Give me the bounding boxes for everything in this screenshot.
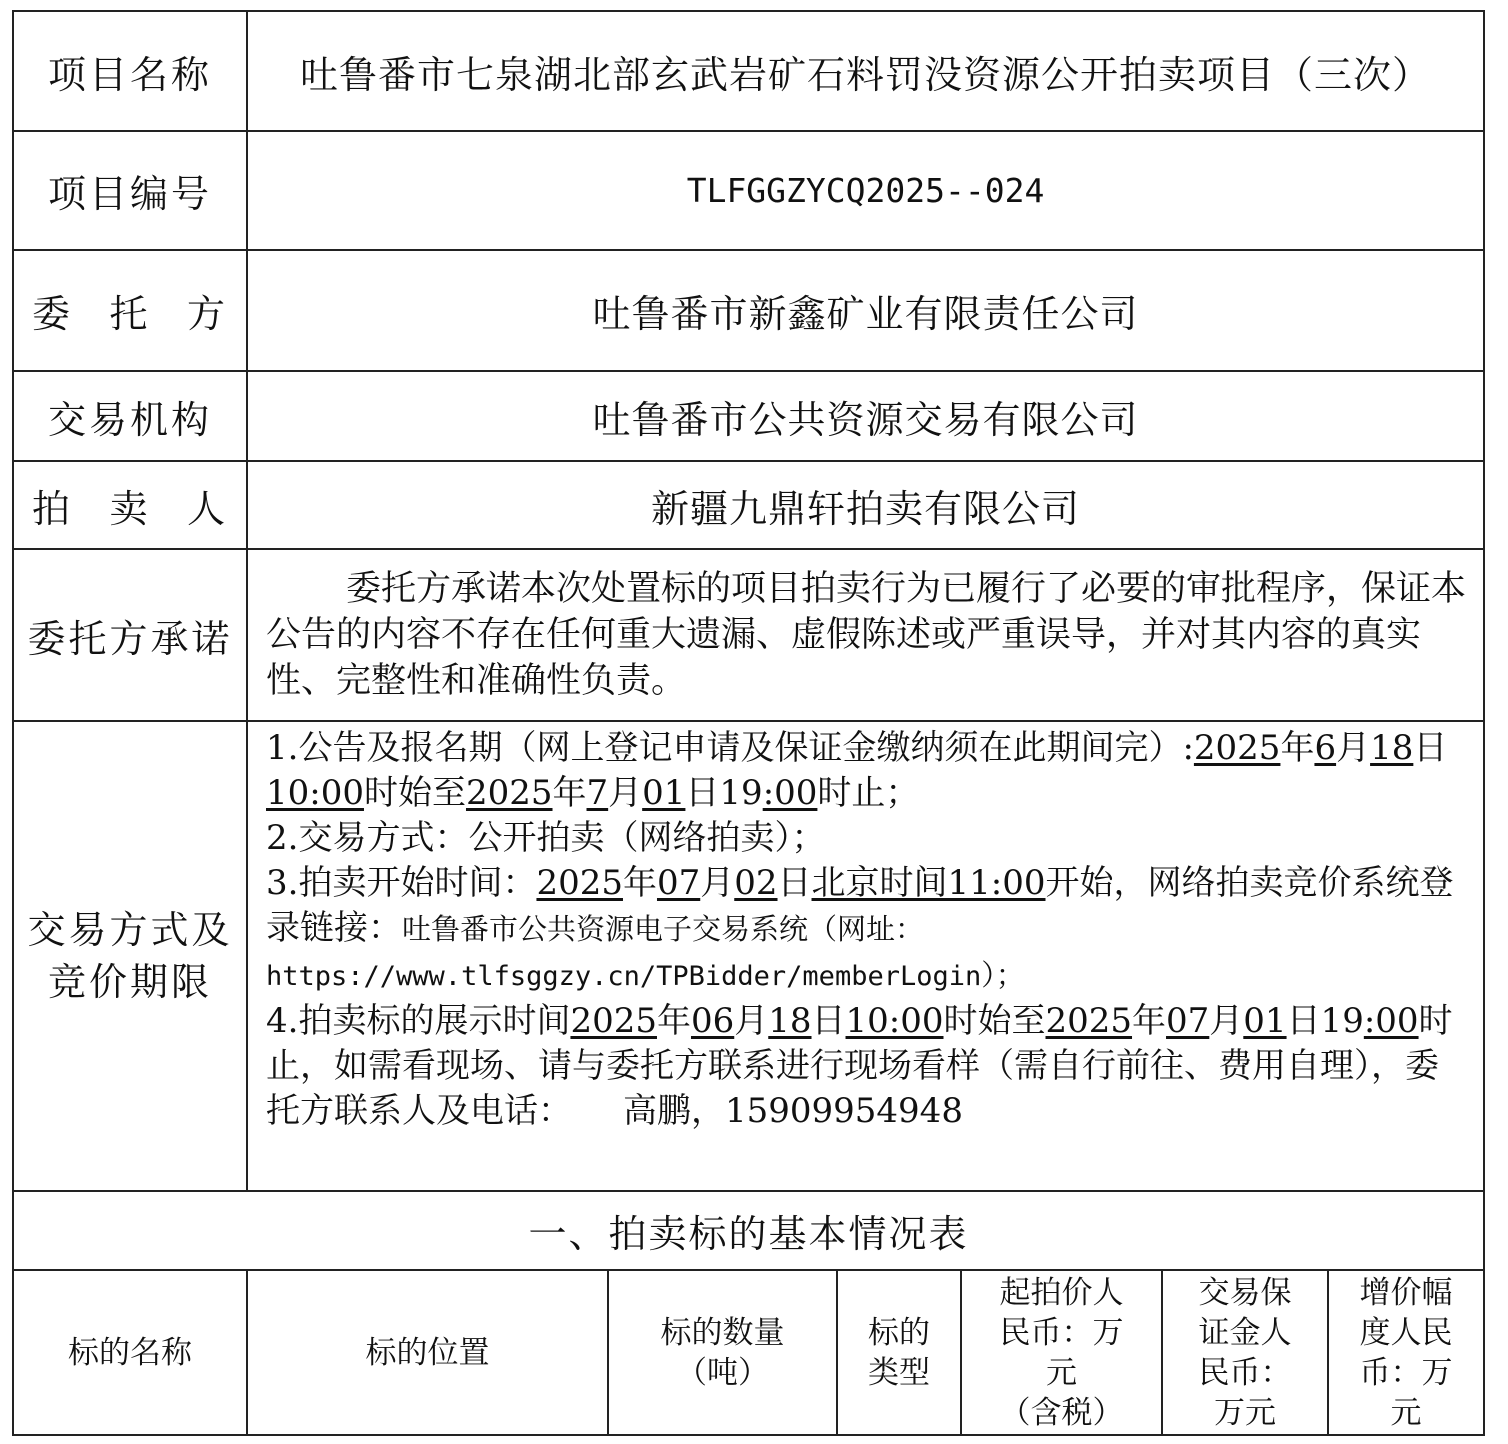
auction-notice-sheet (12, 10, 1483, 1434)
client-label-char: 委 (32, 292, 74, 336)
client-label (13, 250, 247, 371)
auctioneer-label (13, 461, 247, 549)
agency-label: 交易机构 (13, 371, 247, 461)
auctioneer-value: 新疆九鼎轩拍卖有限公司 (247, 461, 1484, 549)
terms-content (247, 721, 1484, 1191)
row-project-name (13, 11, 1484, 131)
commitment-label: 委托方承诺 (13, 549, 247, 721)
row-agency (13, 371, 1484, 461)
row-auctioneer (13, 461, 1484, 549)
header-cell: 标的名称 (13, 1270, 247, 1435)
project-name-label: 项目名称 (13, 11, 247, 131)
client-value: 吐鲁番市新鑫矿业有限责任公司 (247, 250, 1484, 371)
row-table-headers (13, 1270, 1484, 1435)
header-cell: 标的位置 (247, 1270, 608, 1435)
row-section-title (13, 1191, 1484, 1270)
project-number-value: TLFGGZYCQ2025--024 (247, 131, 1484, 250)
terms-label (13, 721, 247, 1191)
section-title: 一、拍卖标的基本情况表 (13, 1191, 1484, 1270)
terms-item-3: 3.拍卖开始时间：2025年07月02日北京时间11:00开始，网络拍卖竞价系统登录链接：吐鲁番市公共资源电子交易系统（网址： https://www.tlfsggzy.cn/TPBidder/memberLogin）； (266, 863, 1454, 992)
commitment-text: 委托方承诺本次处置标的项目拍卖行为已履行了必要的审批程序，保证本公告的内容不存在任何重大遗漏、虚假陈述或严重误导，并对其内容的真实性、完整性和准确性负责。 (247, 549, 1484, 721)
terms-label-line1: 交易方式及 (27, 908, 233, 952)
row-project-number (13, 131, 1484, 250)
terms-item-2: 2.交易方式：公开拍卖（网络拍卖）； (266, 818, 826, 858)
terms-item-1: 1.公告及报名期（网上登记申请及保证金缴纳须在此期间完）:2025年6月18日10:00时始至2025年7月01日19:00时止； (266, 728, 1448, 813)
header-cell: 增价幅 度人民 币：万 元 (1328, 1270, 1484, 1435)
row-commitment (13, 549, 1484, 721)
row-terms (13, 721, 1484, 1191)
auctioneer-label-char: 拍 (32, 486, 74, 531)
client-label-char: 方 (186, 292, 228, 336)
header-cell: 标的数量 （吨） (608, 1270, 837, 1435)
project-number-label: 项目编号 (13, 131, 247, 250)
client-label-char: 托 (109, 292, 151, 336)
agency-value: 吐鲁番市公共资源交易有限公司 (247, 371, 1484, 461)
project-name-value: 吐鲁番市七泉湖北部玄武岩矿石料罚没资源公开拍卖项目（三次） (247, 11, 1484, 131)
header-cell: 交易保 证金人 民币： 万元 (1162, 1270, 1328, 1435)
header-cell: 标的 类型 (837, 1270, 961, 1435)
row-client (13, 250, 1484, 371)
notice-table (12, 10, 1485, 1436)
terms-label-line2: 竞价期限 (47, 960, 212, 1004)
login-url-link[interactable]: https://www.tlfsggzy.cn/TPBidder/memberLogin (266, 961, 982, 992)
terms-item-4: 4.拍卖标的展示时间2025年06月18日10:00时始至2025年07月01日19:00时止，如需看现场、请与委托方联系进行现场看样（需自行前往、费用自理），委托方联系人及电话： 高鹏，15909954948 (266, 1001, 1453, 1131)
header-cell: 起拍价人 民币：万 元 （含税） (961, 1270, 1162, 1435)
auctioneer-label-char: 人 (186, 486, 228, 531)
auctioneer-label-char: 卖 (109, 486, 151, 531)
trading-system-name: 吐鲁番市公共资源电子交易系统（网址： (402, 912, 925, 946)
